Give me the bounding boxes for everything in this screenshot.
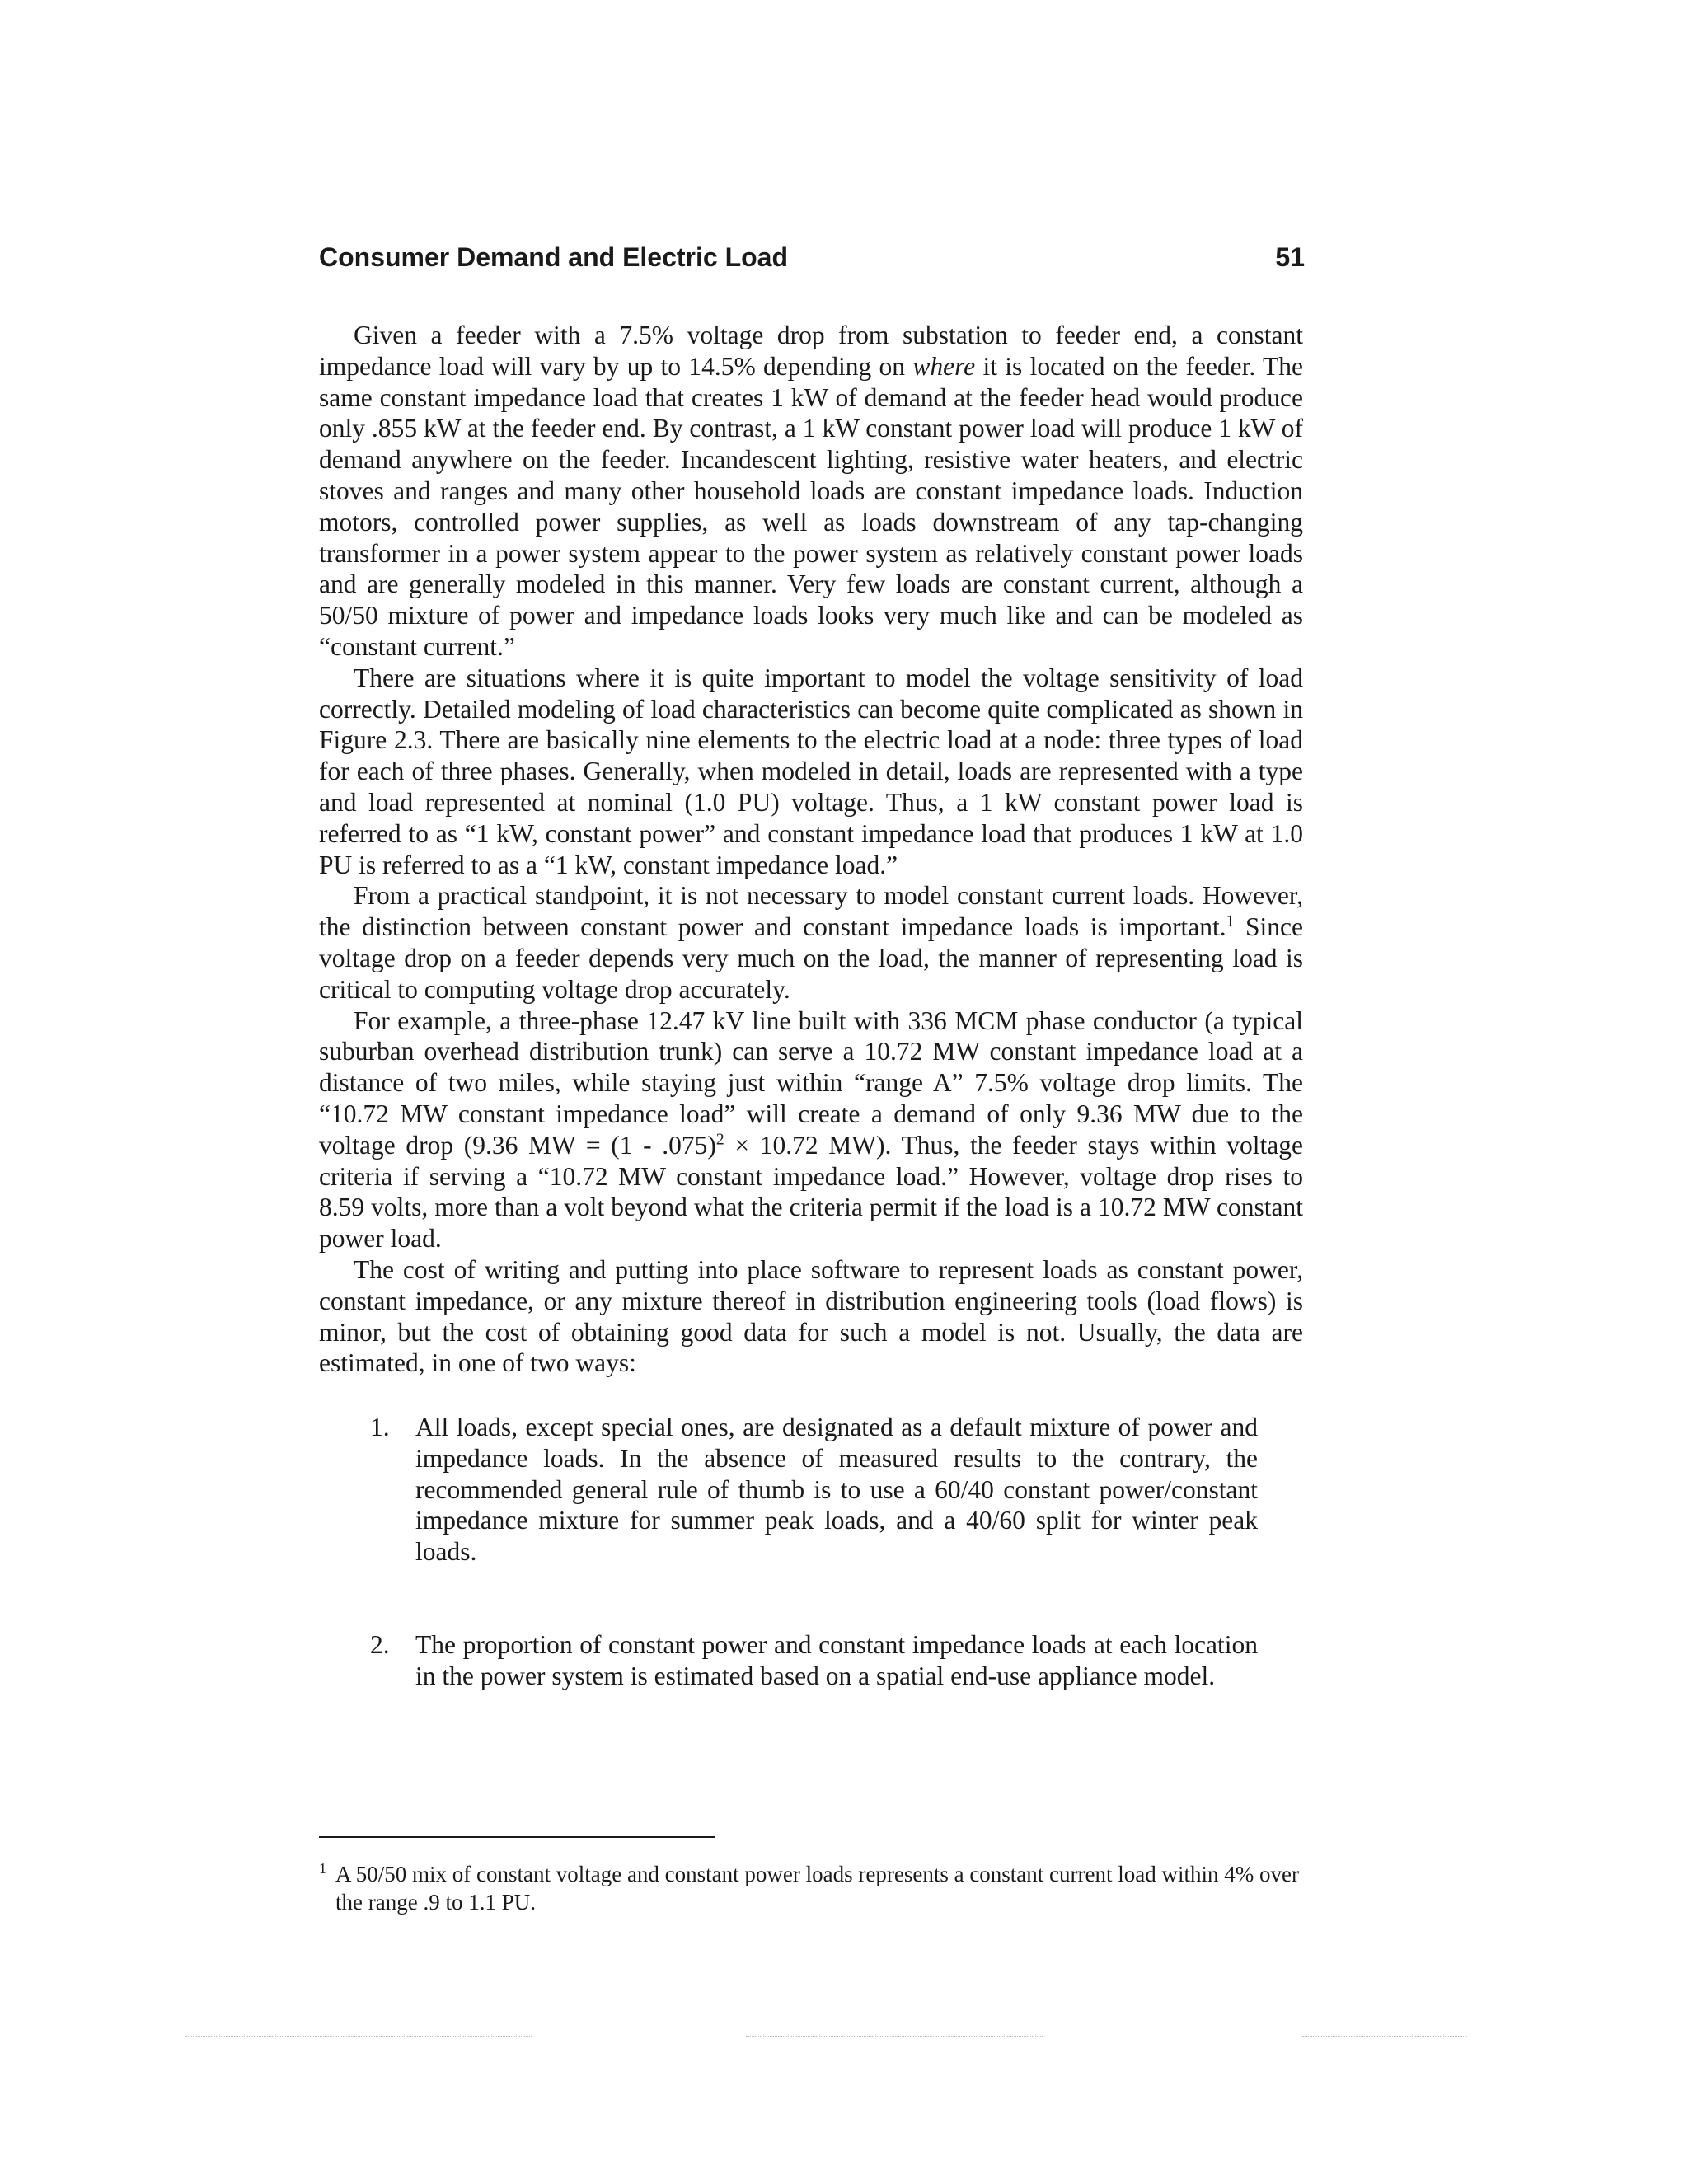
list-item-number: 1. <box>370 1413 390 1442</box>
scan-artifact <box>1302 2036 1467 2037</box>
text-run: Given a feeder with a 7.5% voltage drop from substation to feeder end, a constant impedance load will vary by up to 14.5% depending on <box>319 321 1303 381</box>
list-item <box>370 1629 1258 1692</box>
list-item-number: 2. <box>370 1630 390 1660</box>
footnote-mark: 1 <box>319 1860 326 1877</box>
superscript: 1 <box>1226 912 1235 930</box>
text-run: it is located on the feeder. The same constant impedance load that creates 1 kW of demand at the feeder head would produce only .855 kW at the feeder end. By contrast, a 1 kW constant power load will produce 1 kW of demand anywhere on the feeder. Incandescent lighting, resistive water heaters, and electric stoves and ranges and many other household loads are constant impedance loads. Induction motors, controlled power supplies, as well as loads downstream of any tap-changing transformer in a power system appear to the power system as relatively constant power loads and are generally modeled in this manner. Very few loads are constant current, although a 50/50 mixture of power and impedance loads looks very much like and can be modeled as “constant current.” <box>319 351 1303 661</box>
list-item-text: All loads, except special ones, are designated as a default mixture of power and impedance loads. In the absence of measured results to the contrary, the recommended general rule of thumb is to use a 60/40 constant power/constant impedance mixture for summer peak loads, and a 40/60 split for winter peak loads. <box>415 1413 1258 1567</box>
numbered-list <box>319 1412 1303 1692</box>
scan-artifact <box>185 2036 532 2037</box>
paragraph <box>319 880 1303 1005</box>
text-run: There are situations where it is quite important to model the voltage sensitivity of load correctly. Detailed modeling of load characteristics can become quite complicated as shown in Figure 2.3. There are basically nine elements to the electric load at a node: three types of load for each of three phases. Generally, when modeled in detail, loads are represented with a type and load represented at nominal (1.0 PU) voltage. Thus, a 1 kW constant power load is referred to as “1 kW, constant power” and constant impedance load that produces 1 kW at 1.0 PU is referred to as a “1 kW, constant impedance load.” <box>319 663 1303 879</box>
footnote <box>319 1860 1303 1916</box>
running-header <box>319 241 1305 274</box>
text-run: The cost of writing and putting into place software to represent loads as constant power, constant impedance, or any mixture thereof in distribution engineering tools (load flows) is minor, but the cost of obtaining good data for such a model is not. Usually, the data are estimated, in one of two ways: <box>319 1254 1303 1378</box>
paragraph-list <box>319 320 1303 1379</box>
text-run: From a practical standpoint, it is not necessary to model constant current loads. However, the distinction between constant power and constant impedance loads is important. <box>319 881 1303 942</box>
paragraph <box>319 1005 1303 1254</box>
emphasis-text: where <box>912 351 976 381</box>
footnote-text: A 50/50 mix of constant voltage and constant power loads represents a constant current load within 4% over the range .9 to 1.1 PU. <box>335 1862 1299 1915</box>
footnote-divider <box>319 1836 715 1838</box>
paragraph <box>319 663 1303 881</box>
paragraph <box>319 1254 1303 1379</box>
list-item <box>370 1412 1258 1568</box>
running-title: Consumer Demand and Electric Load <box>319 242 789 272</box>
text-run: Since voltage drop on a feeder depends very much on the load, the manner of representing load is critical to computing voltage drop accurately. <box>319 912 1304 1004</box>
scan-artifact <box>746 2036 1043 2037</box>
page-number: 51 <box>1275 242 1305 272</box>
text-run: × 10.72 MW). Thus, the feeder stays within voltage criteria if serving a “10.72 MW constant impedance load.” However, voltage drop rises to 8.59 volts, more than a volt beyond what the criteria permit if the load is a 10.72 MW constant power load. <box>319 1130 1303 1254</box>
text-run: For example, a three-phase 12.47 kV line built with 336 MCM phase conductor (a typical suburban overhead distribution trunk) can serve a 10.72 MW constant impedance load at a distance of two miles, while staying just within “range A” 7.5% voltage drop limits. The “10.72 MW constant impedance load” will create a demand of only 9.36 MW due to the voltage drop (9.36 MW = (1 - .075) <box>319 1005 1303 1160</box>
list-item-text: The proportion of constant power and constant impedance loads at each location in the power system is estimated based on a spatial end-use appliance model. <box>415 1630 1258 1690</box>
paragraph <box>319 320 1303 663</box>
body-text <box>319 320 1303 1692</box>
superscript: 2 <box>715 1131 724 1149</box>
